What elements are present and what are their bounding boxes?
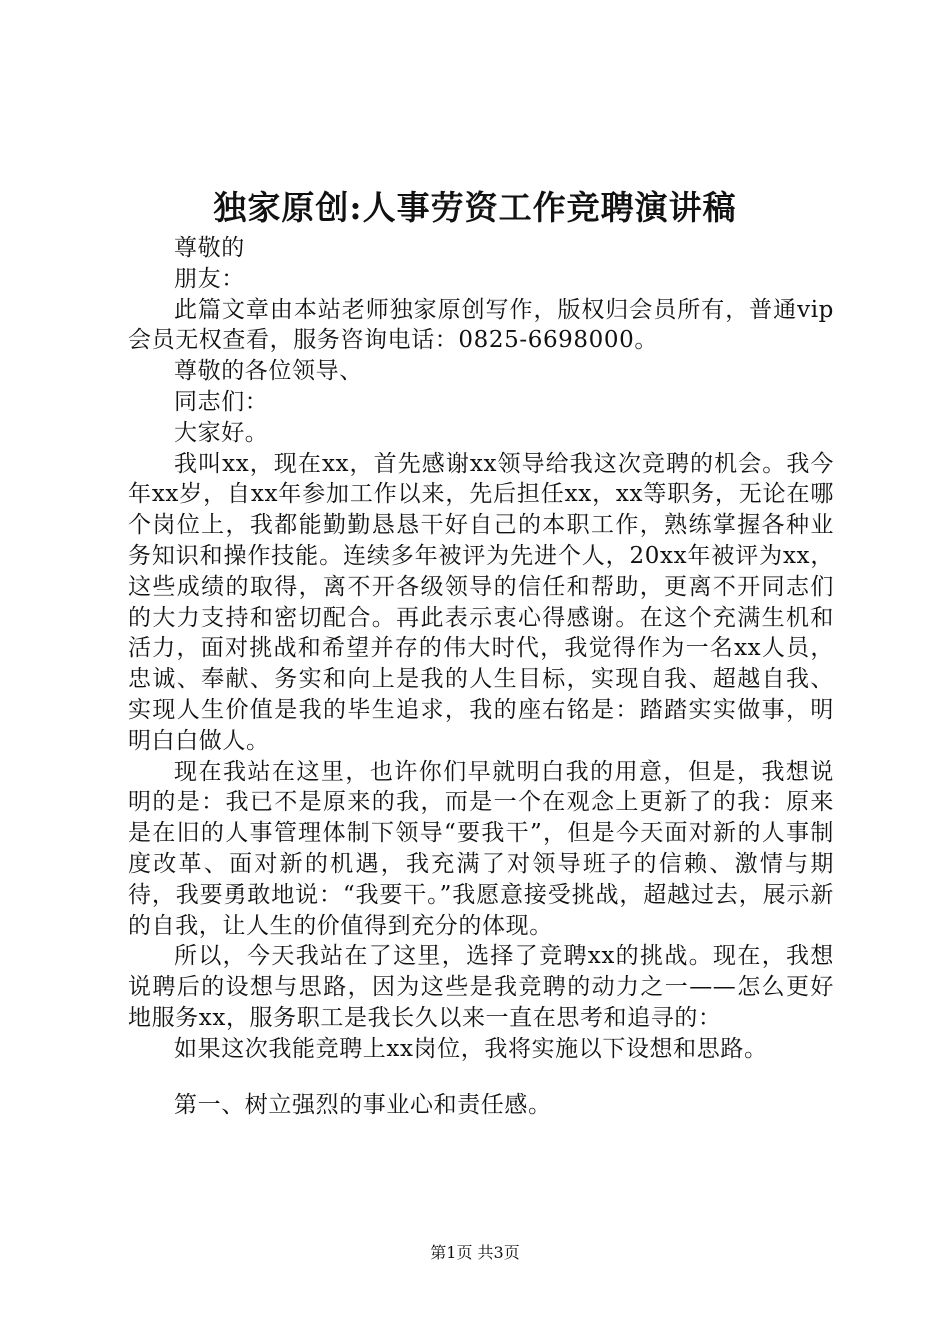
salutation-line-2: 朋友： (174, 265, 245, 292)
paragraph-challenge: 所以，今天我站在了这里，选择了竞聘xx的挑战。现在，我想说聘后的设想与思路，因为这些是我竞聘的动力之一——怎么更好地服务xx，服务职工是我长久以来一直在思考和追寻的： (128, 943, 834, 1031)
greeting-comrades: 同志们： (174, 388, 269, 415)
greeting-all: 大家好。 (174, 419, 269, 446)
paragraph-motivation: 现在我站在这里，也许你们早就明白我的用意，但是，我想说明的是：我已不是原来的我，而是一个在观念上更新了的我：原来是在旧的人事管理体制下领导“要我干”，但是今天面对新的人事制度改革、面对新的机遇，我充满了对领导班子的信赖、激情与期待，我要勇敢地说：“我要干。”我愿意接受挑战，超越过去，展示新的自我，让人生的价值得到充分的体现。 (128, 758, 834, 939)
paragraph-first-point: 第一、树立强烈的事业心和责任感。 (174, 1091, 552, 1118)
page-footer: 第1页 共3页 (430, 1243, 520, 1262)
document-body (128, 233, 834, 1120)
salutation-line-1: 尊敬的 (174, 235, 245, 261)
document-title: 独家原创:人事劳资工作竞聘演讲稿 (213, 188, 737, 227)
greeting-leaders: 尊敬的各位领导、 (174, 358, 363, 385)
paragraph-plan-intro: 如果这次我能竞聘上xx岗位，我将实施以下设想和思路。 (174, 1035, 768, 1062)
copyright-notice: 此篇文章由本站老师独家原创写作，版权归会员所有，普通vip会员无权查看，服务咨询电话：0825-6698000。 (128, 296, 834, 354)
paragraph-introduction: 我叫xx，现在xx，首先感谢xx领导给我这次竞聘的机会。我今年xx岁，自xx年参加工作以来，先后担任xx，xx等职务，无论在哪个岗位上，我都能勤勤恳恳干好自己的本职工作，熟练掌握各种业务知识和操作技能。连续多年被评为先进个人，20xx年被评为xx，这些成绩的取得，离不开各级领导的信任和帮助，更离不开同志们的大力支持和密切配合。再此表示衷心得感谢。在这个充满生机和活力，面对挑战和希望并存的伟大时代，我觉得作为一名xx人员，忠诚、奉献、务实和向上是我的人生目标，实现自我、超越自我、实现人生价值是我的毕生追求，我的座右铭是：踏踏实实做事，明明白白做人。 (128, 450, 834, 754)
